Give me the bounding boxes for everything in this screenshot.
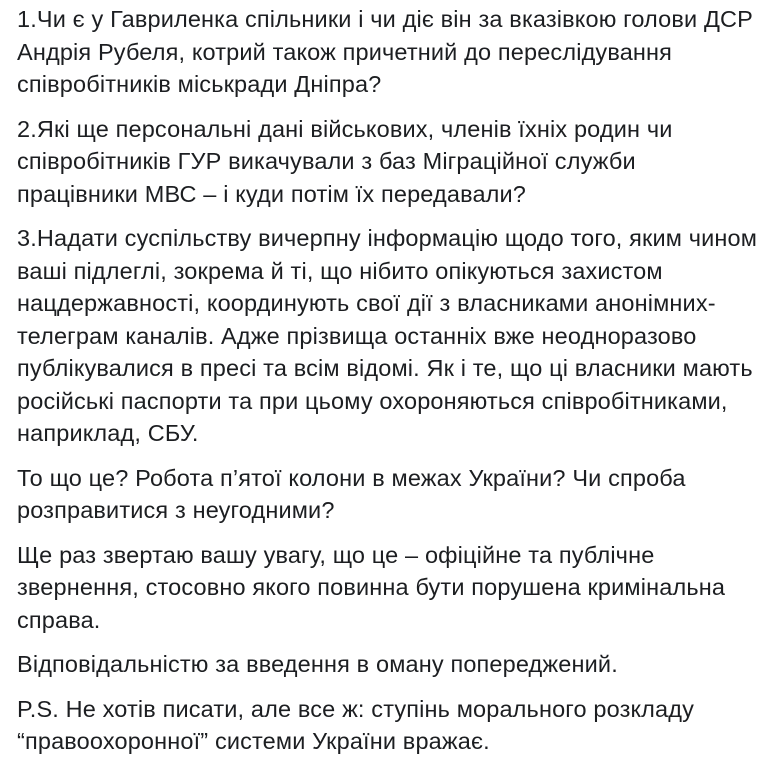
paragraph-question-1 [17,3,777,101]
text-line: 1.Чи є у Гавриленка спільники і чи діє він за вказівкою голови ДСР [17,6,754,32]
text-line: працівники МВС – і куди потім їх передавали? [17,180,527,207]
text-line: P.S. Не хотів писати, але все ж: ступінь морального розкладу [17,695,695,722]
text-line: справа. [17,606,101,633]
text-line: Відповідальністю за введення в оману попереджений. [17,651,618,677]
text-line: співробітників міськради Дніпра? [17,71,382,97]
paragraph-rhetorical-question [17,462,777,527]
text-line: російські паспорти та при цьому охороняються співробітниками, [17,387,728,414]
text-line: співробітників ГУР викачували з баз Міграційної служби [17,148,636,174]
paragraph-question-3 [17,222,777,450]
post-body [17,3,777,770]
text-line: звернення, стосовно якого повинна бути порушена кримінальна [17,574,726,600]
paragraph-warning [17,648,777,681]
text-line: нацдержавності, координують свої дії з власниками анонімних- [17,290,716,316]
text-line: ваші підлеглі, зокрема й ті, що нібито опікуються захистом [17,257,663,284]
paragraph-question-2 [17,113,777,211]
text-line: То що це? Робота п’ятої колони в межах України? Чи спроба [17,464,686,491]
text-line: розправитися з неугодними? [17,497,335,523]
text-line: публікувалися в пресі та всім відомі. Як і те, що ці власники мають [17,355,753,381]
text-line: 3.Надати суспільству вичерпну інформацію щодо того, яким чином [17,225,758,251]
text-line: телеграм каналів. Адже прізвища останніх вже неодноразово [17,322,697,349]
paragraph-official-appeal [17,539,777,637]
paragraph-postscript [17,693,777,758]
text-line: наприклад, СБУ. [17,420,199,446]
text-line: 2.Які ще персональні дані військових, членів їхніх родин чи [17,115,673,142]
text-line: Андрія Рубеля, котрий також причетний до переслідування [17,38,673,65]
text-line: Ще раз звертаю вашу увагу, що це – офіційне та публічне [17,541,655,568]
text-line: “правоохоронної” системи України вражає. [17,728,490,754]
